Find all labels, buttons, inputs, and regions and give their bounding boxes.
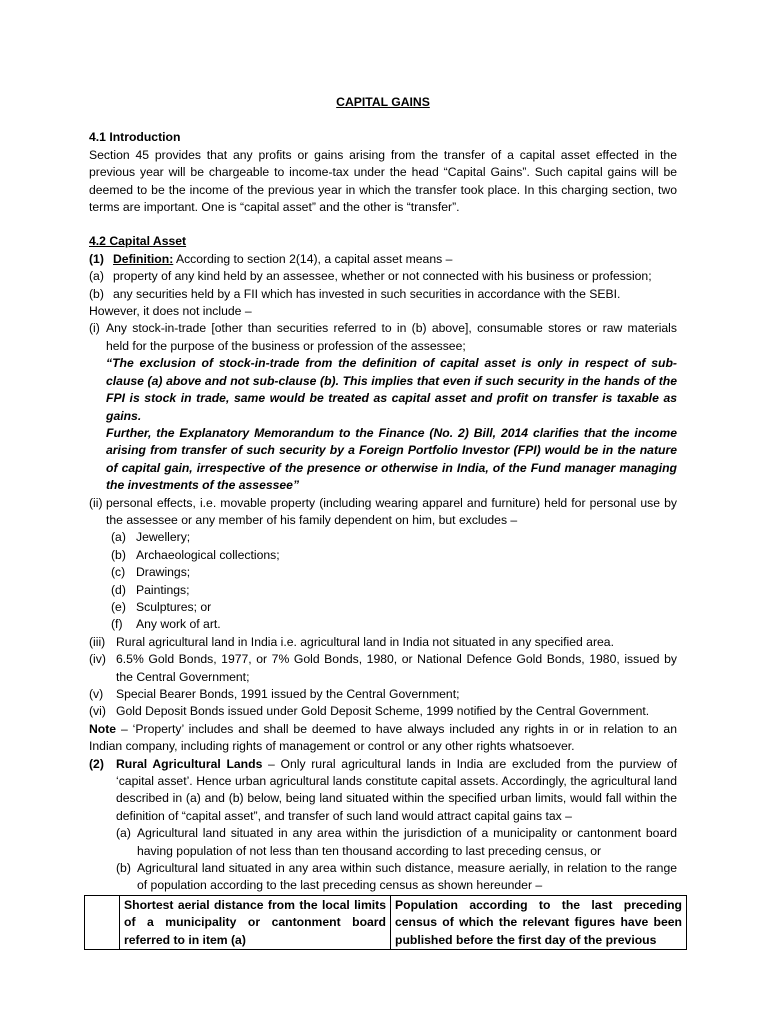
- table-header-population: Population according to the last preceding census of which the relevant figures have been published before the first day of the previous: [391, 895, 687, 949]
- list-item: [89, 268, 677, 285]
- exclusion-text: Gold Deposit Bonds issued under Gold Deposit Scheme, 1999 notified by the Central Government.: [116, 704, 650, 719]
- list-item-text: property of any kind held by an assessee, whether or not connected with his business or profession;: [113, 269, 652, 284]
- exclusion-item: [89, 651, 677, 686]
- exclusion-item: [89, 686, 677, 703]
- exclusion-text: Any stock-in-trade [other than securities referred to in (b) above], consumable stores or raw materials held for the purpose of the business or profession of the assessee;: [106, 321, 677, 353]
- exclusion-label: (v): [89, 687, 104, 701]
- definition-line: [89, 251, 677, 268]
- note-label: Note: [89, 721, 117, 736]
- distance-population-table: [84, 895, 687, 950]
- definition-number: (1): [89, 251, 104, 266]
- sub-list-label: (b): [111, 547, 126, 562]
- sub-list: [106, 529, 677, 633]
- rural-lands-item-text: Agricultural land situated in any area within such distance, measure aerially, in relation to the range of population according to the last preceding census as shown hereunder –: [137, 861, 677, 893]
- exclusion-text: Special Bearer Bonds, 1991 issued by the Central Government;: [116, 687, 460, 701]
- table-row: [85, 895, 687, 949]
- definition-text: According to section 2(14), a capital asset means –: [173, 251, 453, 266]
- sub-list-text: Jewellery;: [136, 530, 191, 545]
- sub-list-item: [111, 616, 677, 633]
- sub-list-item: [111, 529, 677, 546]
- rural-agricultural-lands-paragraph: [89, 756, 677, 895]
- sub-list-label: (e): [111, 599, 126, 614]
- quote-paragraph: “The exclusion of stock-in-trade from the definition of capital asset is only in respect of sub-clause (a) above and not sub-clause (b). This implies that even if such security in the hands of the FPI is stock in trade, same would be treated as capital asset and profit on transfer is taxable as gains.: [106, 356, 677, 423]
- exclusion-item: [89, 495, 677, 634]
- list-item: [89, 286, 677, 303]
- sub-list-text: Drawings;: [136, 565, 191, 580]
- sub-list-text: Archaeological collections;: [136, 547, 280, 562]
- exclusion-label: (vi): [89, 704, 106, 719]
- sub-list-item: [111, 564, 677, 581]
- exclusion-label: (iii): [89, 634, 106, 649]
- sub-list-label: (a): [111, 530, 126, 545]
- exclusion-label: (ii): [89, 495, 103, 510]
- quote-paragraph: Further, the Explanatory Memorandum to the Finance (No. 2) Bill, 2014 clarifies that the income arising from transfer of such security by a Foreign Portfolio Investor (FPI) would be in the nature of capital gain, irrespective of the presence or otherwise in India, of the Fund manager managing the investments of the assessee”: [106, 425, 677, 493]
- sub-list-text: Paintings;: [136, 582, 190, 597]
- list-item-label: (a): [89, 269, 104, 284]
- exclusion-label: (i): [89, 321, 100, 336]
- document-body: [89, 94, 682, 950]
- page-title: CAPITAL GAINS: [336, 95, 430, 109]
- sub-list-item: [111, 599, 677, 616]
- section-4-2-heading: 4.2 Capital Asset: [89, 234, 187, 249]
- definition-label: Definition:: [113, 251, 174, 266]
- introduction-paragraph: Section 45 provides that any profits or gains arising from the transfer of a capital asset effected in the previous year will be chargeable to income-tax under the head “Capital Gains”. Such capital gains will be deemed to be the income of the previous year in which the transfer took place. In this charging section, two terms are important. One is “capital asset” and the other is “transfer”.: [89, 147, 677, 215]
- exclusion-text: personal effects, i.e. movable property (including wearing apparel and furniture) held for personal use by the assessee or any member of his family dependent on him, but excludes –: [106, 495, 677, 527]
- exclusion-label: (iv): [89, 652, 106, 667]
- rural-lands-item: [116, 825, 677, 860]
- rural-lands-number: (2): [89, 756, 104, 771]
- sub-list-item: [111, 582, 677, 599]
- rural-lands-item-text: Agricultural land situated in any area within the jurisdiction of a municipality or cantonment board having population of not less than ten thousand according to last preceding census, or: [137, 826, 677, 858]
- table-header-distance: Shortest aerial distance from the local limits of a municipality or cantonment board referred to in item (a): [120, 895, 391, 949]
- exclusion-item: [89, 634, 677, 651]
- exclusion-item: [89, 320, 677, 494]
- sub-list-label: (d): [111, 582, 126, 597]
- note-text: – ‘Property’ includes and shall be deemed to have always included any rights in or in relation to an Indian company, including rights of management or control or any other rights whatsoever.: [89, 721, 677, 754]
- list-item-label: (b): [89, 286, 104, 301]
- rural-lands-item-label: (a): [116, 826, 131, 841]
- exclusion-text: 6.5% Gold Bonds, 1977, or 7% Gold Bonds, 1980, or National Defence Gold Bonds, 1980, issued by the Central Government;: [116, 652, 677, 684]
- sub-list-text: Sculptures; or: [136, 599, 212, 614]
- list-item-text: any securities held by a FII which has invested in such securities in accordance with the SEBI.: [113, 286, 621, 301]
- however-line: However, it does not include –: [89, 304, 252, 319]
- sub-list-label: (f): [111, 617, 123, 632]
- section-4-1-heading: 4.1 Introduction: [89, 130, 181, 145]
- sub-list-text: Any work of art.: [136, 617, 221, 632]
- sub-list-item: [111, 547, 677, 564]
- rural-lands-item: [116, 860, 677, 895]
- rural-lands-item-label: (b): [116, 861, 131, 876]
- note-paragraph: [89, 721, 677, 756]
- exclusion-text: Rural agricultural land in India i.e. agricultural land in India not situated in any specified area.: [116, 634, 614, 649]
- rural-lands-text: – Only rural agricultural lands in India are excluded from the purview of ‘capital asset’. Hence urban agricultural lands constitute capital assets. Accordingly, the agricultural land described in (a) and (b) below, being land situated within the specified urban limits, would fall within the definition of “capital asset”, and transfer of such land would attract capital gains tax –: [116, 756, 677, 823]
- exclusion-item: [89, 703, 677, 720]
- sub-list-label: (c): [111, 565, 126, 580]
- rural-lands-label: Rural Agricultural Lands: [116, 756, 263, 771]
- table-cell-empty: [85, 895, 120, 949]
